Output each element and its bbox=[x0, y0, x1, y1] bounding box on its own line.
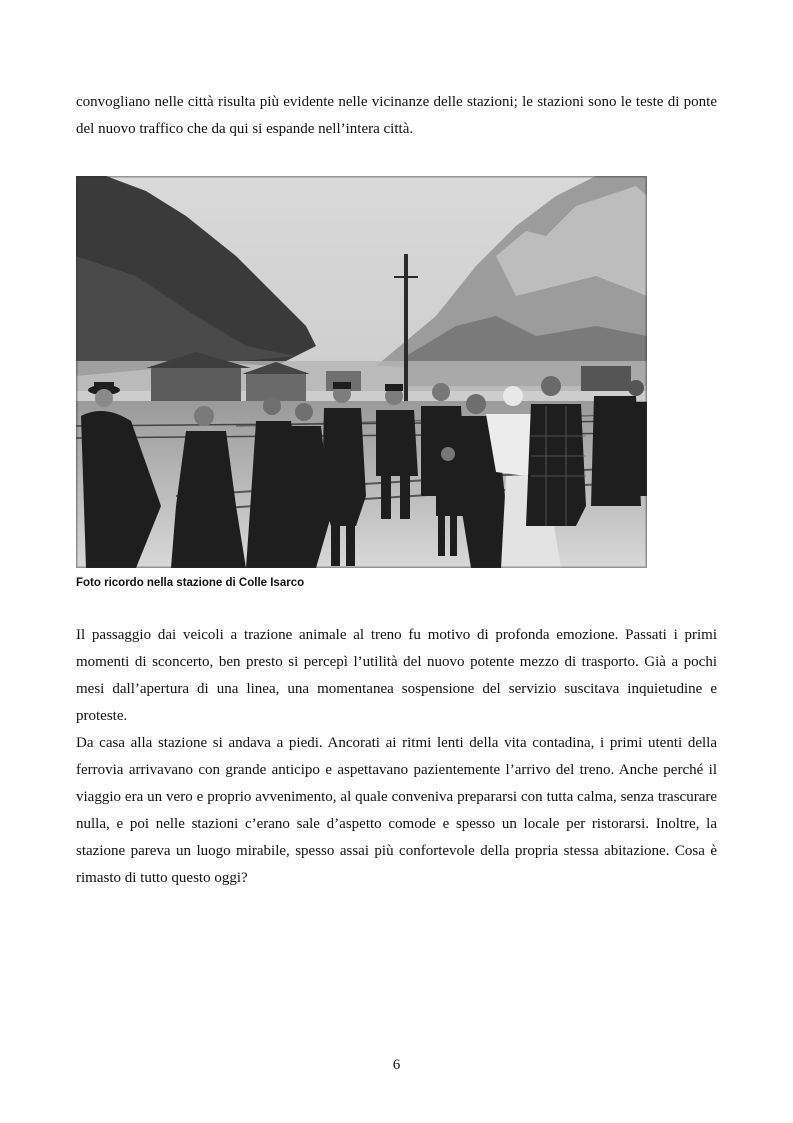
photo-caption: Foto ricordo nella stazione di Colle Isarco bbox=[76, 577, 305, 589]
body-paragraph-2: Da casa alla stazione si andava a piedi. Ancorati ai ritmi lenti della vita contadina, i primi utenti della ferrovia arrivavano con grande anticipo e aspettavano pazientemente l’arrivo del treno. Anche perché il viaggio era un vero e proprio avvenimento, al quale conveniva prepararsi con tutta calma, senza trascurare nulla, e poi nelle stazioni c’erano sale d’aspetto comode e spesso un locale per ristorarsi. Inoltre, la stazione pareva un luogo mirabile, spesso assai più confortevole della propria stessa abitazione. Cosa è rimasto di tutto questo oggi? bbox=[76, 735, 717, 886]
body-text bbox=[76, 622, 717, 892]
top-paragraph: convogliano nelle città risulta più evidente nelle vicinanze delle stazioni; le stazioni sono le teste di ponte del nuovo traffico che da qui si espande nell’intera città. bbox=[76, 94, 717, 137]
body-paragraph-1: Il passaggio dai veicoli a trazione animale al treno fu motivo di profonda emozione. Passati i primi momenti di sconcerto, ben presto si percepì l’utilità del nuovo potente mezzo di trasporto. Già a pochi mesi dall’apertura di una linea, una momentanea sospensione del servizio suscitava inquietudine e proteste. bbox=[76, 627, 717, 724]
page-number: 6 bbox=[392, 1057, 401, 1073]
historical-railway-station-photo-icon bbox=[76, 176, 647, 568]
station-photo bbox=[76, 176, 647, 568]
